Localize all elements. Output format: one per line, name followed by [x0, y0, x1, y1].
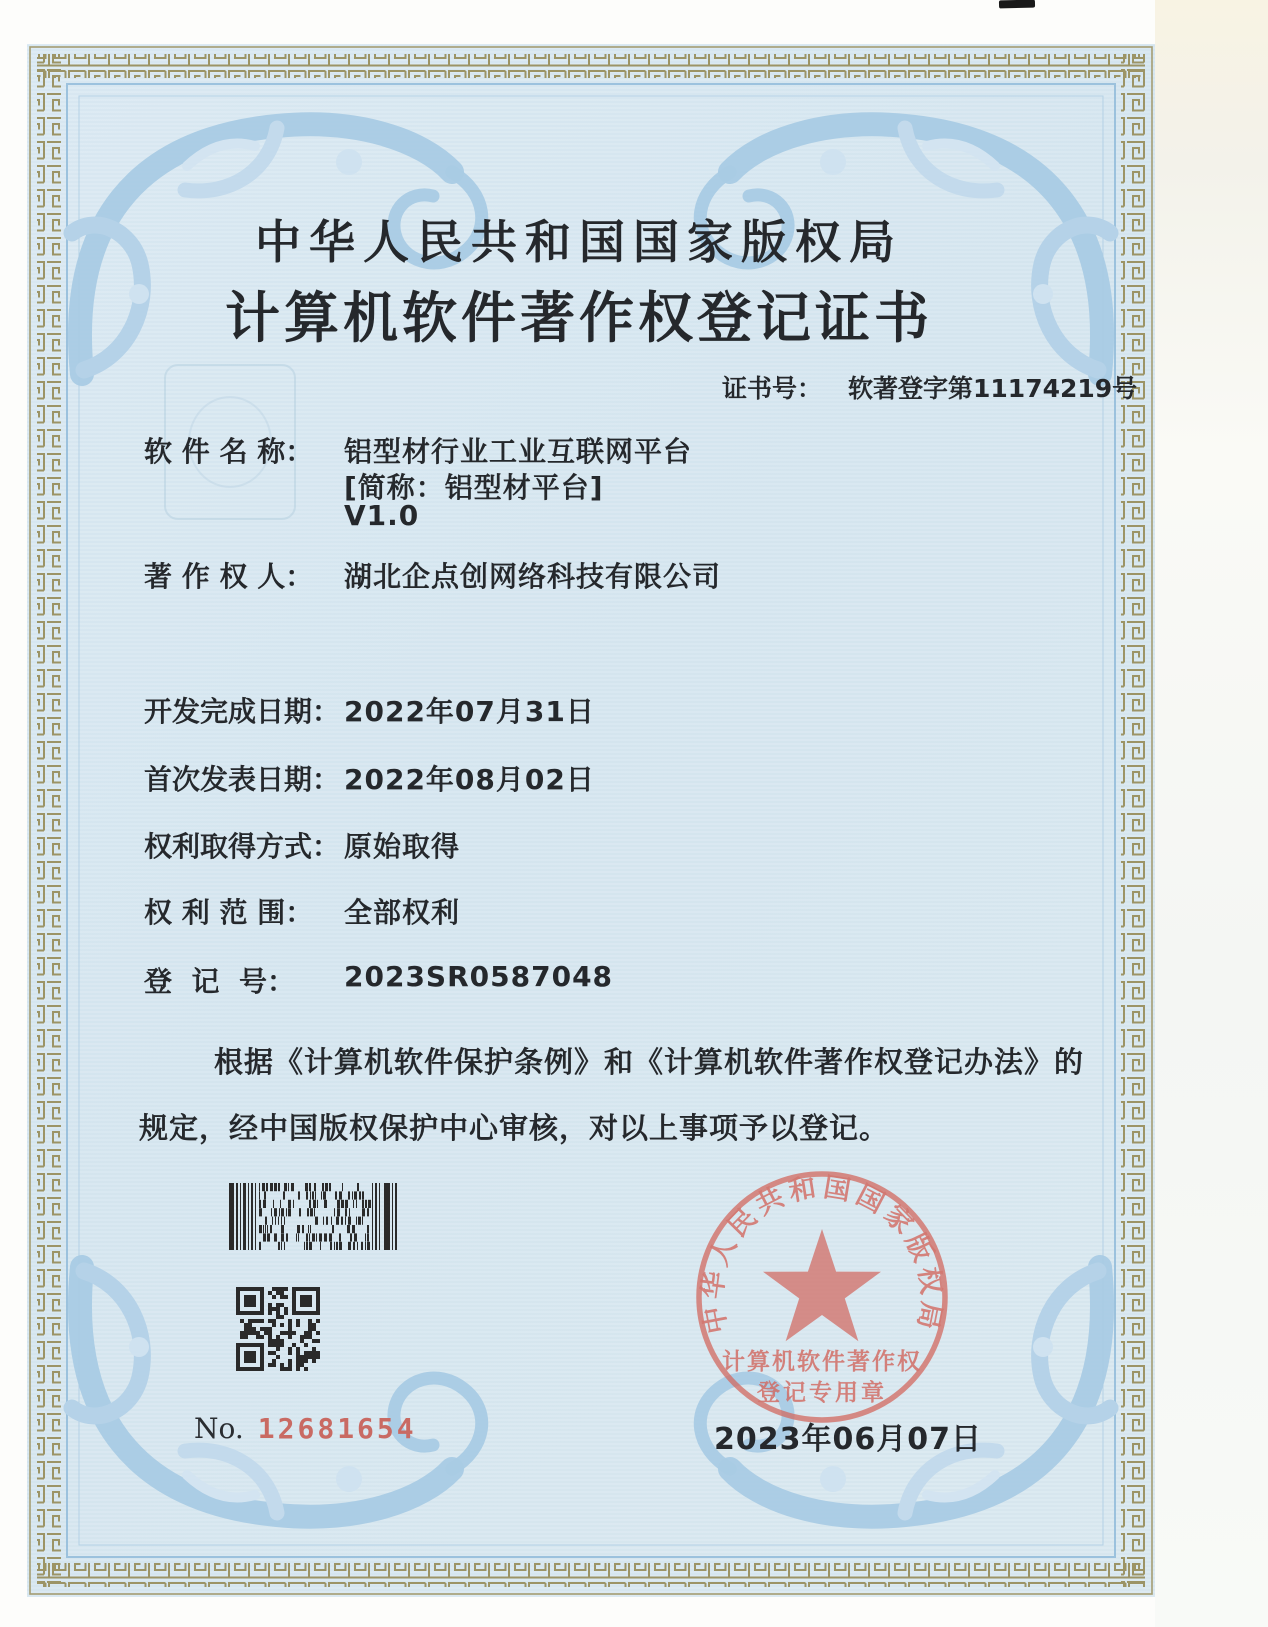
- pdf417-barcode-icon: [229, 1183, 397, 1250]
- certificate-number-line: [722, 369, 1137, 405]
- five-point-star-icon: [763, 1229, 881, 1341]
- registration-no-value: 2023SR0587048: [344, 960, 614, 993]
- certificate: [27, 44, 1155, 1597]
- rights-acquisition-label: 权利取得方式：: [144, 830, 341, 863]
- statement-line-2: 规定，经中国版权保护中心审核，对以上事项予以登记。: [139, 1111, 890, 1145]
- copyright-owner-label: 著 作 权 人：: [144, 560, 314, 593]
- rights-scope-label: 权 利 范 围：: [144, 896, 314, 929]
- serial-prefix: No.: [194, 1412, 244, 1445]
- statement-line-1: 根据《计算机软件保护条例》和《计算机软件著作权登记办法》的: [214, 1045, 1085, 1079]
- greek-key-border-top: [37, 54, 1145, 78]
- seal-text-line1: 计算机软件著作权: [722, 1349, 922, 1375]
- qr-code-icon: [234, 1285, 322, 1373]
- scan-artifact: [999, 0, 1035, 8]
- serial-number: 12681654: [257, 1412, 417, 1445]
- first-publish-date-label: 首次发表日期：: [144, 763, 341, 796]
- certificate-title: 计算机软件著作权登记证书: [224, 285, 933, 350]
- certificate-number-value: 软著登字第11174219号: [848, 374, 1138, 403]
- serial-number-line: [194, 1412, 417, 1445]
- seal-text-line2: 登记专用章: [757, 1380, 887, 1406]
- certificate-number-label: 证书号：: [722, 374, 823, 403]
- first-publish-date-value: 2022年08月02日: [344, 763, 595, 796]
- issue-date: 2023年06月07日: [714, 1422, 982, 1457]
- dev-complete-date-label: 开发完成日期：: [144, 695, 341, 728]
- software-version-value: V1.0: [344, 499, 420, 532]
- greek-key-border-bottom: [37, 1563, 1145, 1587]
- dev-complete-date-value: 2022年07月31日: [344, 695, 595, 728]
- software-shortname-value: [简称：铝型材平台]: [344, 471, 604, 504]
- rights-acquisition-value: 原始取得: [344, 830, 461, 863]
- scan-right-margin: [1155, 0, 1268, 1627]
- rights-scope-value: 全部权利: [344, 896, 461, 929]
- software-name-label: 软 件 名 称：: [144, 435, 314, 468]
- authority-title: 中华人民共和国国家版权局: [255, 215, 903, 269]
- software-name-value: 铝型材行业工业互联网平台: [344, 435, 693, 468]
- official-red-seal: [682, 1157, 962, 1437]
- seal-ring-text: 中华人民共和国国家版权局: [696, 1171, 948, 1337]
- copyright-owner-value: 湖北企点创网络科技有限公司: [344, 560, 722, 593]
- registration-no-label: 登 记 号：: [144, 965, 295, 998]
